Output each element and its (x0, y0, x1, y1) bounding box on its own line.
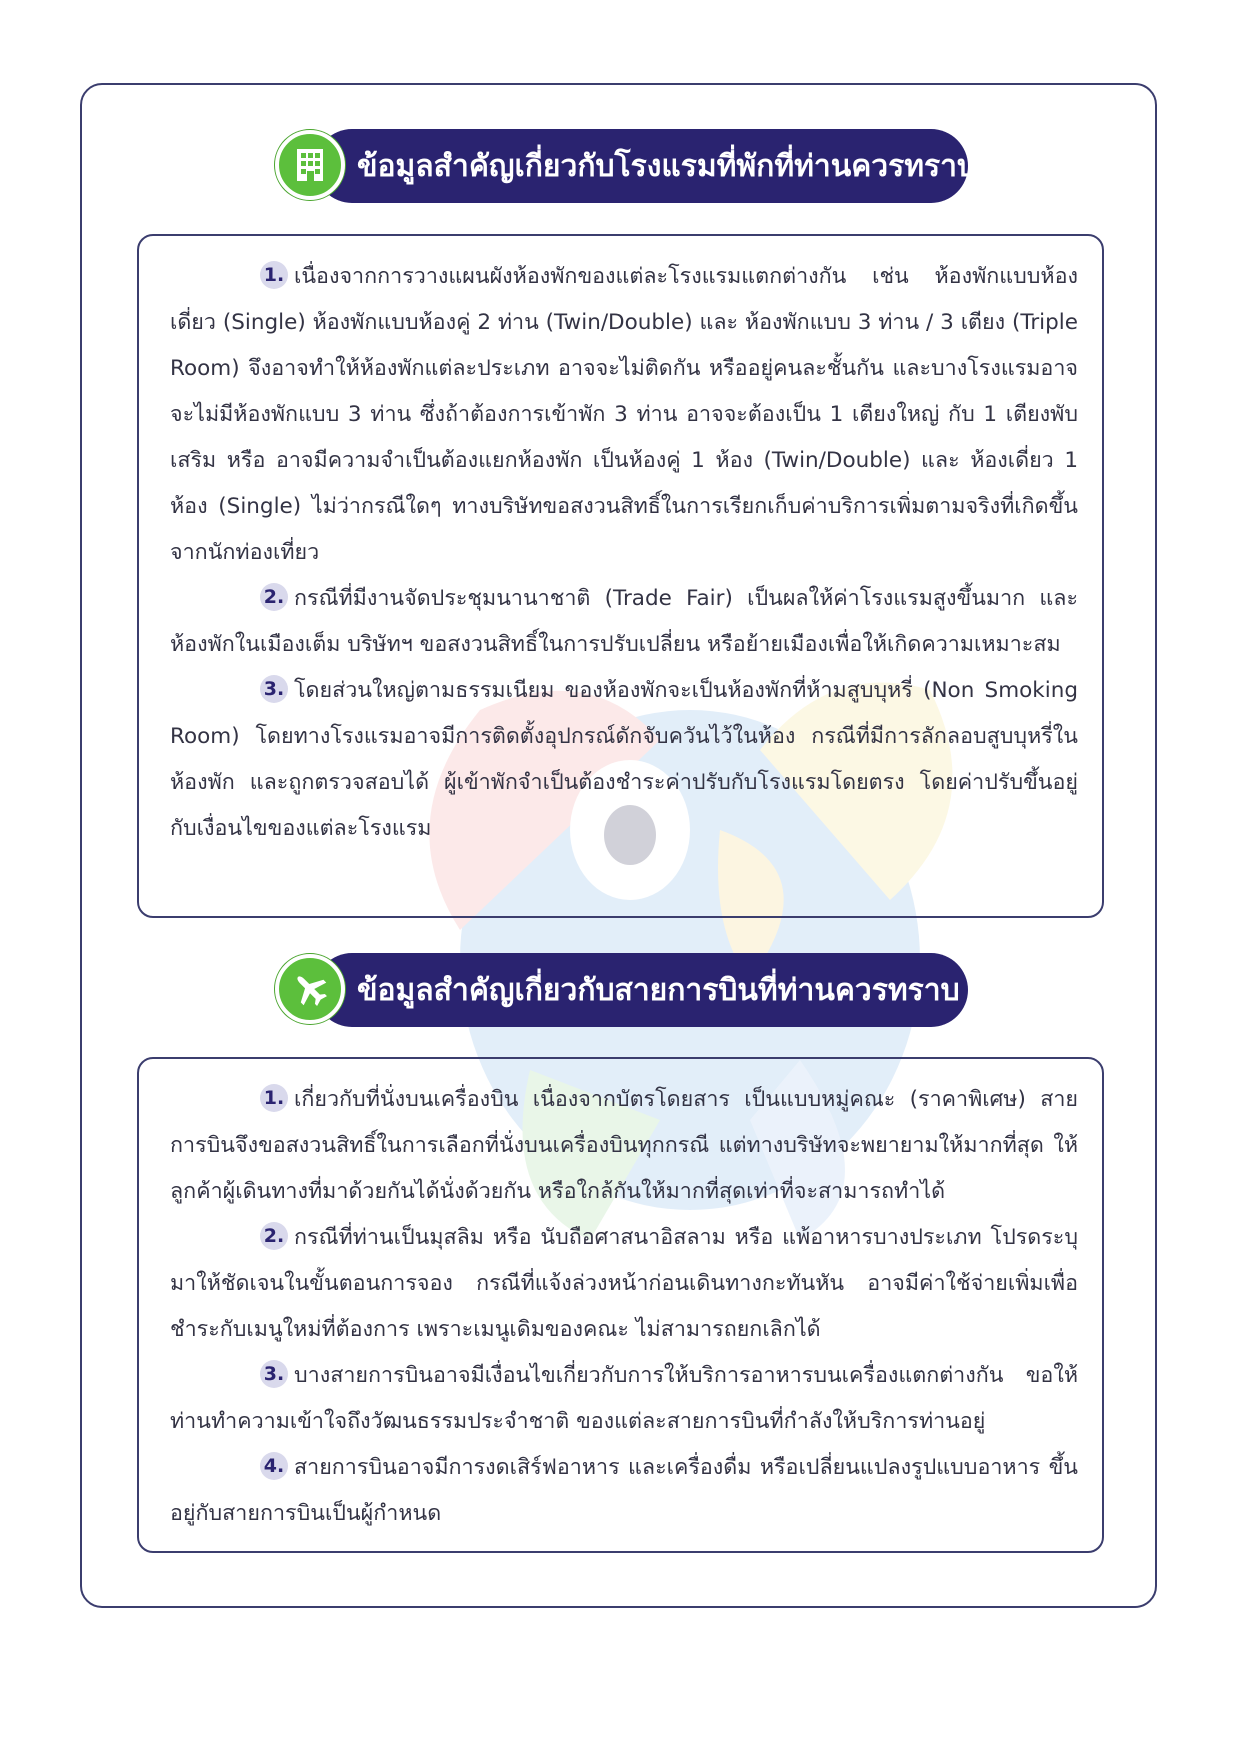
airline-item-3-text: บางสายการบินอาจมีเงื่อนไขเกี่ยวกับการให้บริการอาหารบนเครื่องแตกต่างกัน ขอให้ท่านทำความเข้าใจถึงวัฒนธรรมประจำชาติ ของแต่ละสายการบินที่กำลังให้บริการท่านอยู่ (170, 1363, 1078, 1434)
airline-info-box (137, 1057, 1104, 1553)
airline-item-4-text: สายการบินอาจมีการงดเสิร์ฟอาหาร และเครื่องดื่ม หรือเปลี่ยนแปลงรูปแบบอาหาร ขึ้นอยู่กับสายการบินเป็นผู้กำหนด (170, 1455, 1078, 1526)
item-number: 3. (260, 1360, 288, 1388)
item-number: 2. (260, 583, 288, 611)
airline-section-header (275, 949, 968, 1027)
hotel-item-3 (170, 668, 1078, 852)
hotel-item-1 (170, 254, 1078, 576)
hotel-info-box (137, 234, 1104, 918)
hotel-section-header (275, 125, 977, 203)
airline-item-2-text: กรณีที่ท่านเป็นมุสลิม หรือ นับถือศาสนาอิสลาม หรือ แพ้อาหารบางประเภท โปรดระบุมาให้ชัดเจนในขั้นตอนการจอง กรณีที่แจ้งล่วงหน้าก่อนเดินทางกะทันหัน อาจมีค่าใช้จ่ายเพิ่มเพื่อชำระกับเมนูใหม่ที่ต้องการ เพราะเมนูเดิมของคณะ ไม่สามารถยกเลิกได้ (170, 1225, 1078, 1342)
item-number: 1. (260, 1084, 288, 1112)
hotel-item-3-text: โดยส่วนใหญ่ตามธรรมเนียม ของห้องพักจะเป็นห้องพักที่ห้ามสูบบุหรี่ (Non Smoking Room) โดยทางโรงแรมอาจมีการติดตั้งอุปกรณ์ดักจับควันไว้ในห้อง กรณีที่มีการลักลอบสูบบุหรี่ในห้องพัก และถูกตรวจสอบได้ ผู้เข้าพักจำเป็นต้องชำระค่าปรับกับโรงแรมโดยตรง โดยค่าปรับขึ้นอยู่กับเงื่อนไขของแต่ละโรงแรม (170, 678, 1078, 841)
airline-heading-pill (315, 953, 968, 1027)
hotel-item-1-text: เนื่องจากการวางแผนผังห้องพักของแต่ละโรงแรมแตกต่างกัน เช่น ห้องพักแบบห้องเดี่ยว (Single) ห้องพักแบบห้องคู่ 2 ท่าน (Twin/Double) และ ห้องพักแบบ 3 ท่าน / 3 เตียง (Triple Room) จึงอาจทำให้ห้องพักแต่ละประเภท อาจจะไม่ติดกัน หรืออยู่คนละชั้นกัน และบางโรงแรมอาจจะไม่มีห้องพักแบบ 3 ท่าน ซึ่งถ้าต้องการเข้าพัก 3 ท่าน อาจจะต้องเป็น 1 เตียงใหญ่ กับ 1 เตียงพับเสริม หรือ อาจมีความจำเป็นต้องแยกห้องพัก เป็นห้องคู่ 1 ห้อง (Twin/Double) และ ห้องเดี่ยว 1 ห้อง (Single) ไม่ว่ากรณีใดๆ ทางบริษัทขอสงวนสิทธิ์ในการเรียกเก็บค่าบริการเพิ่มตามจริงที่เกิดขึ้นจากนักท่องเที่ยว (170, 264, 1078, 565)
hotel-item-2-text: กรณีที่มีงานจัดประชุมนานาชาติ (Trade Fair) เป็นผลให้ค่าโรงแรมสูงขึ้นมาก และห้องพักในเมืองเต็ม บริษัทฯ ขอสงวนสิทธิ์ในการปรับเปลี่ยน หรือย้ายเมืองเพื่อให้เกิดความเหมาะสม (170, 586, 1078, 657)
airline-item-1 (170, 1077, 1078, 1215)
hotel-heading: ข้อมูลสำคัญเกี่ยวกับโรงแรมที่พักที่ท่านควรทราบ (357, 148, 977, 184)
item-number: 1. (260, 261, 288, 289)
airline-item-4 (170, 1445, 1078, 1537)
airline-item-3 (170, 1353, 1078, 1445)
airline-item-2 (170, 1215, 1078, 1353)
airplane-icon (275, 954, 345, 1024)
item-number: 2. (260, 1222, 288, 1250)
hotel-heading-pill (315, 129, 977, 203)
hotel-item-2 (170, 576, 1078, 668)
building-icon (275, 130, 345, 200)
item-number: 4. (260, 1452, 288, 1480)
airline-heading: ข้อมูลสำคัญเกี่ยวกับสายการบินที่ท่านควรทราบ (357, 972, 960, 1008)
item-number: 3. (260, 675, 288, 703)
airline-item-1-text: เกี่ยวกับที่นั่งบนเครื่องบิน เนื่องจากบัตรโดยสาร เป็นแบบหมู่คณะ (ราคาพิเศษ) สายการบินจึงขอสงวนสิทธิ์ในการเลือกที่นั่งบนเครื่องบินทุกกรณี แต่ทางบริษัทจะพยายามให้มากที่สุด ให้ลูกค้าผู้เดินทางที่มาด้วยกันได้นั่งด้วยกัน หรือใกล้กันให้มากที่สุดเท่าที่จะสามารถทำได้ (170, 1087, 1078, 1204)
